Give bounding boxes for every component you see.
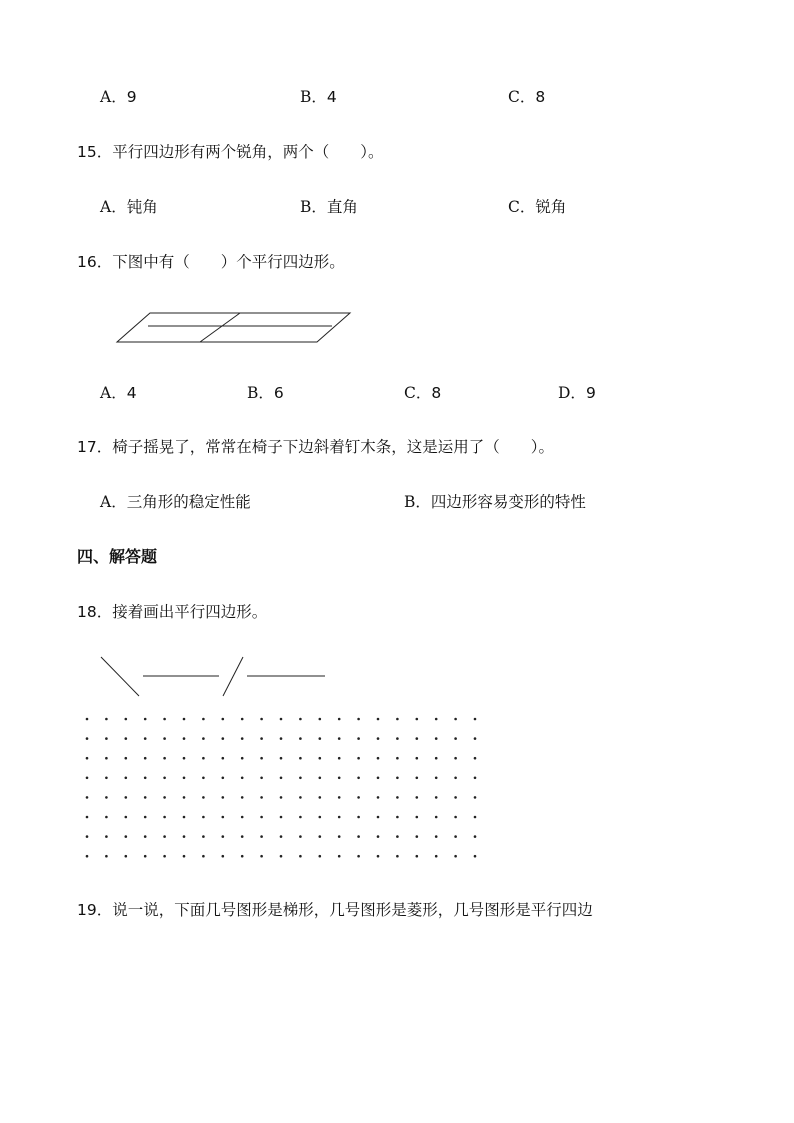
grid-dot	[435, 777, 438, 780]
option-label: B．	[300, 88, 327, 106]
grid-dot	[454, 737, 457, 740]
grid-dot	[338, 855, 341, 858]
option-text: 9	[126, 88, 137, 106]
option-text: 6	[273, 384, 284, 402]
grid-dot	[377, 718, 380, 721]
grid-dot	[183, 777, 186, 780]
grid-dot	[125, 796, 128, 799]
grid-dot	[338, 777, 341, 780]
grid-dot	[396, 835, 399, 838]
grid-dot	[377, 757, 380, 760]
grid-dot	[299, 855, 302, 858]
option-label: D．	[558, 384, 586, 402]
grid-dot	[396, 718, 399, 721]
grid-dot	[241, 718, 244, 721]
grid-dot	[280, 796, 283, 799]
grid-dot	[105, 737, 108, 740]
grid-dot	[260, 718, 263, 721]
option-label: A．	[100, 493, 127, 511]
grid-dot	[222, 737, 225, 740]
grid-dot	[319, 757, 322, 760]
grid-dot	[435, 835, 438, 838]
grid-dot	[435, 737, 438, 740]
grid-dot	[474, 777, 477, 780]
grid-dot	[260, 816, 263, 819]
grid-dot	[377, 737, 380, 740]
grid-dot	[357, 855, 360, 858]
grid-dot	[280, 757, 283, 760]
grid-dot	[357, 777, 360, 780]
grid-dot	[280, 816, 283, 819]
grid-dot	[338, 835, 341, 838]
grid-dot	[222, 855, 225, 858]
grid-dot	[474, 835, 477, 838]
grid-dot	[163, 796, 166, 799]
grid-dot	[474, 718, 477, 721]
grid-dot	[396, 816, 399, 819]
grid-dot	[280, 777, 283, 780]
grid-dot	[144, 816, 147, 819]
grid-dot	[280, 835, 283, 838]
grid-dot	[202, 718, 205, 721]
grid-dot	[86, 737, 89, 740]
grid-dot	[241, 757, 244, 760]
grid-dot	[144, 796, 147, 799]
grid-dot	[319, 796, 322, 799]
option-text: 四边形容易变形的特性	[430, 493, 586, 511]
section-heading: 四、解答题	[77, 547, 158, 566]
grid-dot	[105, 855, 108, 858]
grid-dot	[435, 816, 438, 819]
grid-dot	[86, 718, 89, 721]
grid-dot	[105, 718, 108, 721]
grid-dot	[338, 737, 341, 740]
grid-dot	[299, 777, 302, 780]
grid-dot	[299, 718, 302, 721]
grid-dot	[105, 757, 108, 760]
grid-dot	[474, 757, 477, 760]
grid-dot	[183, 796, 186, 799]
grid-dot	[357, 835, 360, 838]
option-label: A．	[100, 198, 127, 216]
grid-dot	[125, 816, 128, 819]
grid-dot	[260, 855, 263, 858]
grid-dot	[86, 796, 89, 799]
option-text: 8	[535, 88, 546, 106]
grid-dot	[338, 816, 341, 819]
option-label: B．	[404, 493, 431, 511]
grid-dot	[125, 737, 128, 740]
grid-dot	[260, 796, 263, 799]
grid-dot	[357, 796, 360, 799]
grid-dot	[125, 835, 128, 838]
grid-dot	[280, 737, 283, 740]
grid-dot	[299, 835, 302, 838]
grid-dot	[474, 737, 477, 740]
grid-dot	[396, 777, 399, 780]
grid-dot	[105, 796, 108, 799]
option-text: 4	[126, 384, 137, 402]
grid-dot	[357, 718, 360, 721]
grid-dot	[416, 718, 419, 721]
grid-dot	[105, 816, 108, 819]
grid-dot	[163, 757, 166, 760]
grid-dot	[260, 757, 263, 760]
grid-dot	[125, 855, 128, 858]
option-label: C．	[508, 88, 536, 106]
grid-dot	[202, 816, 205, 819]
grid-dot	[299, 757, 302, 760]
grid-dot	[144, 757, 147, 760]
grid-dot	[299, 737, 302, 740]
grid-dot	[222, 816, 225, 819]
grid-dot	[377, 796, 380, 799]
grid-dot	[86, 757, 89, 760]
grid-dot	[202, 757, 205, 760]
grid-dot	[377, 777, 380, 780]
grid-dot	[299, 796, 302, 799]
grid-dot	[163, 855, 166, 858]
grid-dot	[125, 777, 128, 780]
grid-dot	[319, 718, 322, 721]
grid-dot	[202, 796, 205, 799]
grid-dot	[319, 777, 322, 780]
grid-dot	[435, 718, 438, 721]
grid-dot	[260, 835, 263, 838]
grid-dot	[144, 835, 147, 838]
grid-dot	[144, 737, 147, 740]
grid-dot	[396, 855, 399, 858]
grid-dot	[377, 855, 380, 858]
grid-dot	[280, 718, 283, 721]
option-label: B．	[247, 384, 274, 402]
grid-dot	[183, 718, 186, 721]
grid-dot	[474, 796, 477, 799]
grid-dot	[183, 855, 186, 858]
grid-dot	[454, 816, 457, 819]
grid-dot	[86, 835, 89, 838]
grid-dot	[338, 718, 341, 721]
grid-dot	[222, 718, 225, 721]
option-text: 三角形的稳定性能	[126, 493, 251, 511]
option-label: C．	[508, 198, 536, 216]
grid-dot	[183, 835, 186, 838]
grid-dot	[435, 757, 438, 760]
grid-dot	[319, 835, 322, 838]
grid-dot	[357, 816, 360, 819]
grid-dot	[454, 855, 457, 858]
question-15-text: 15．平行四边形有两个锐角，两个（ ）。	[77, 143, 384, 161]
grid-dot	[454, 757, 457, 760]
grid-dot	[280, 855, 283, 858]
grid-dot	[416, 757, 419, 760]
grid-dot	[105, 777, 108, 780]
grid-dot	[299, 816, 302, 819]
grid-dot	[222, 777, 225, 780]
option-text: 4	[326, 88, 337, 106]
option-text: 锐角	[535, 198, 567, 216]
grid-dot	[357, 757, 360, 760]
option-label: C．	[404, 384, 432, 402]
grid-dot	[416, 777, 419, 780]
grid-dot	[396, 757, 399, 760]
grid-dot	[338, 757, 341, 760]
grid-dot	[435, 855, 438, 858]
grid-dot	[357, 737, 360, 740]
grid-dot	[474, 816, 477, 819]
grid-dot	[396, 796, 399, 799]
grid-dot	[416, 816, 419, 819]
grid-dot	[396, 737, 399, 740]
grid-dot	[105, 835, 108, 838]
question-18-text: 18．接着画出平行四边形。	[77, 603, 268, 621]
grid-dot	[260, 777, 263, 780]
grid-dot	[474, 855, 477, 858]
grid-dot	[183, 737, 186, 740]
grid-dot	[144, 718, 147, 721]
option-text: 8	[431, 384, 442, 402]
question-19-text: 19．说一说，下面几号图形是梯形，几号图形是菱形，几号图形是平行四边	[77, 901, 593, 919]
grid-dot	[163, 835, 166, 838]
question-17-text: 17．椅子摇晃了，常常在椅子下边斜着钉木条，这是运用了（ ）。	[77, 438, 554, 456]
grid-dot	[454, 835, 457, 838]
grid-dot	[183, 757, 186, 760]
grid-dot	[86, 816, 89, 819]
grid-dot	[163, 718, 166, 721]
grid-dot	[241, 796, 244, 799]
grid-dot	[86, 855, 89, 858]
option-text: 直角	[326, 198, 358, 216]
grid-dot	[163, 737, 166, 740]
grid-dot	[260, 737, 263, 740]
grid-dot	[338, 796, 341, 799]
grid-dot	[241, 855, 244, 858]
grid-dot	[454, 796, 457, 799]
option-label: A．	[100, 88, 127, 106]
grid-dot	[222, 757, 225, 760]
grid-dot	[222, 835, 225, 838]
grid-dot	[163, 816, 166, 819]
grid-dot	[125, 757, 128, 760]
option-label: B．	[300, 198, 327, 216]
grid-dot	[416, 737, 419, 740]
grid-dot	[144, 777, 147, 780]
grid-dot	[416, 835, 419, 838]
grid-dot	[435, 796, 438, 799]
question-16-text: 16．下图中有（ ）个平行四边形。	[77, 253, 345, 271]
option-text: 钝角	[126, 198, 158, 216]
grid-dot	[163, 777, 166, 780]
option-text: 9	[585, 384, 596, 402]
grid-dot	[202, 737, 205, 740]
grid-dot	[144, 855, 147, 858]
grid-dot	[202, 777, 205, 780]
grid-dot	[202, 835, 205, 838]
option-label: A．	[100, 384, 127, 402]
grid-dot	[202, 855, 205, 858]
grid-dot	[416, 855, 419, 858]
grid-dot	[241, 835, 244, 838]
grid-dot	[416, 796, 419, 799]
grid-dot	[319, 737, 322, 740]
grid-dot	[86, 777, 89, 780]
grid-dot	[125, 718, 128, 721]
grid-dot	[377, 835, 380, 838]
grid-dot	[454, 718, 457, 721]
grid-dot	[183, 816, 186, 819]
grid-dot	[241, 816, 244, 819]
grid-dot	[222, 796, 225, 799]
grid-dot	[319, 855, 322, 858]
grid-dot	[241, 777, 244, 780]
grid-dot	[319, 816, 322, 819]
grid-dot	[377, 816, 380, 819]
grid-dot	[241, 737, 244, 740]
grid-dot	[454, 777, 457, 780]
